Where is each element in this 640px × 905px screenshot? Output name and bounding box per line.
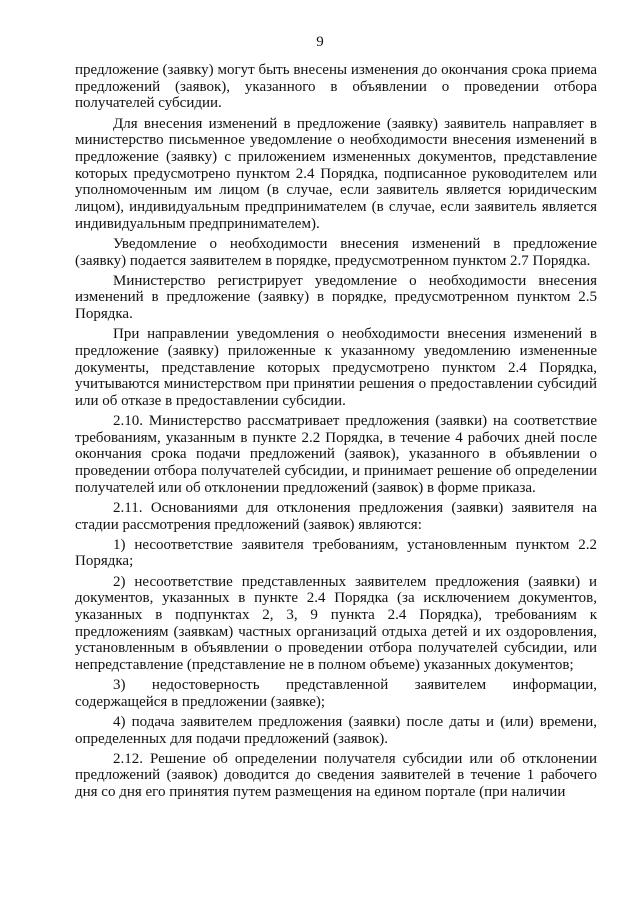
paragraph: Министерство регистрирует уведомление о необходимости внесения изменений в предложение (заявку) в порядке, предусмотренном пунктом 2.5 Порядка. [75, 272, 597, 323]
page-number: 9 [316, 34, 324, 50]
list-item-4: 4) подача заявителем предложения (заявки) после даты и (или) времени, определенных для подачи предложений (заявок). [75, 713, 597, 747]
clause-2-12: 2.12. Решение об определении получателя субсидии или об отклонении предложений (заявок) доводится до сведения заявителей в течение 1 рабочего дня со дня его принятия путем размещения на едином портале (при наличии [75, 750, 597, 801]
paragraph-continuation: предложение (заявку) могут быть внесены изменения до окончания срока приема предложений (заявок), указанного в объявлении о проведении отбора получателей субсидии. [75, 62, 597, 112]
list-item-1: 1) несоответствие заявителя требованиям, установленным пунктом 2.2 Порядка; [75, 536, 597, 570]
list-item-3: 3) недостоверность представленной заявителем информации, содержащейся в предложении (заявке); [75, 677, 597, 710]
list-item-2: 2) несоответствие представленных заявителем предложения (заявки) и документов, указанных в пункте 2.4 Порядка (за исключением документов, указанных в подпунктах 2, 3, 9 пункта 2.4 Порядка), требованиям к предложениям (заявкам) частных организаций отдыха детей и их оздоровления, установленным в объявлении о проведении отбора получателей субсидии, или непредставление (представление не в полном объеме) указанных документов; [75, 573, 597, 674]
clause-2-11: 2.11. Основаниями для отклонения предложения (заявки) заявителя на стадии рассмотрения предложений (заявок) являются: [75, 499, 597, 533]
clause-2-10: 2.10. Министерство рассматривает предложения (заявки) на соответствие требованиям, указанным в пункте 2.2 Порядка, в течение 4 рабочих дней после окончания срока подачи предложений (заявок), указанного в объявлении о проведении отбора получателей субсидии, и принимает решение об определении получателей или об отклонении предложений (заявок) в форме приказа. [75, 413, 597, 496]
paragraph: Уведомление о необходимости внесения изменений в предложение (заявку) подается заявителем в порядке, предусмотренном пунктом 2.7 Порядка. [75, 235, 597, 269]
document-body [75, 62, 597, 804]
paragraph: Для внесения изменений в предложение (заявку) заявитель направляет в министерство письменное уведомление о необходимости внесения изменений в предложение (заявку) с приложением измененных документов, представление которых предусмотрено пунктом 2.4 Порядка, подписанное руководителем или уполномоченным им лицом (в случае, если заявитель является юридическим лицом), индивидуальным предпринимателем (в случае, если заявитель является индивидуальным предпринимателем). [75, 115, 597, 232]
paragraph: При направлении уведомления о необходимости внесения изменений в предложение (заявку) приложенные к указанному уведомлению измененные документы, представление которых предусмотрено пунктом 2.4 Порядка, учитываются министерством при принятии решения о предоставлении субсидий или об отказе в предоставлении субсидии. [75, 326, 597, 409]
